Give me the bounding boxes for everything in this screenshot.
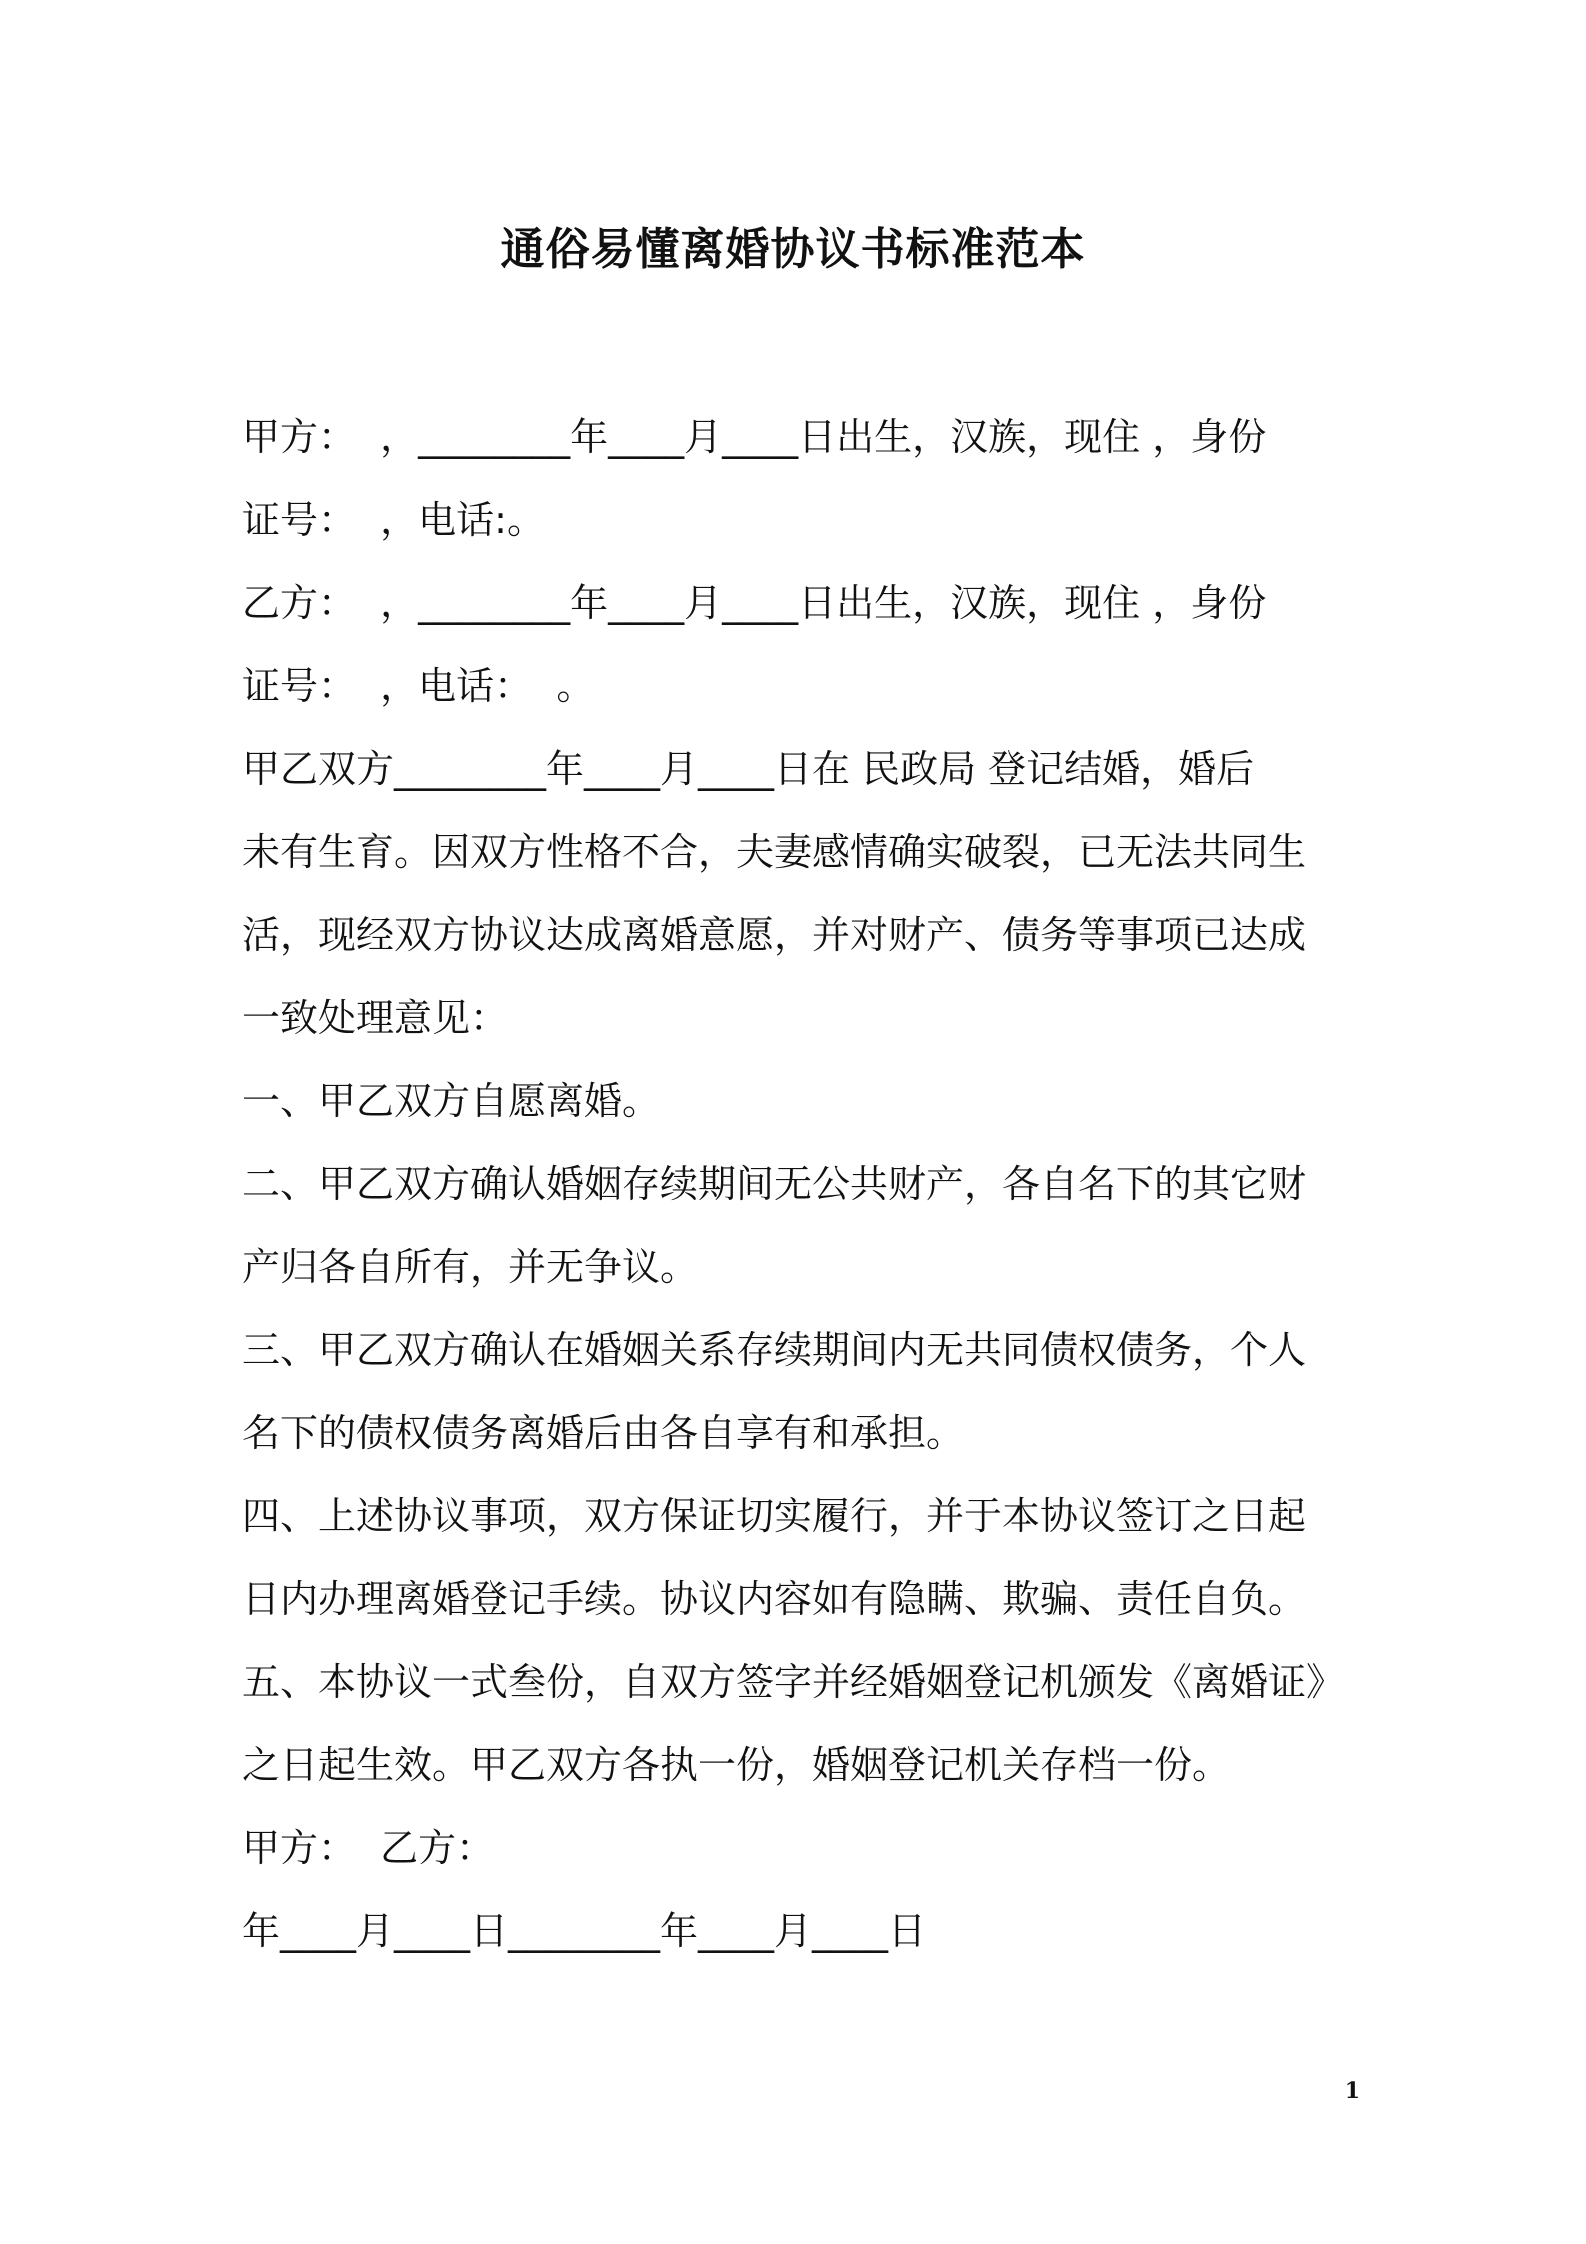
text-line: 名下的债权债务离婚后由各自享有和承担。 <box>242 1411 965 1455</box>
clause-4: 四、上述协议事项，双方保证切实履行，并于本协议签订之日起 <box>242 1494 1307 1538</box>
text-line: 甲乙双方________年____月____日在 民政局 登记结婚，婚后 <box>242 747 1255 791</box>
document-body <box>242 396 1357 1973</box>
date-line: 年____月____日________年____月____日 <box>242 1909 927 1953</box>
text-line: 乙方： ，________年____月____日出生，汉族，现住 ，身份 <box>242 581 1267 625</box>
page-number: 1 <box>1344 2078 1360 2104</box>
text-line: 证号： ，电话： 。 <box>242 664 595 708</box>
clause-1: 一、甲乙双方自愿离婚。 <box>242 1079 661 1123</box>
text-line: 证号： ，电话:。 <box>242 498 545 542</box>
document-title: 通俗易懂离婚协议书标准范本 <box>500 224 1086 275</box>
text-line: 日内办理离婚登记手续。协议内容如有隐瞒、欺骗、责任自负。 <box>242 1577 1307 1621</box>
text-line: 产归各自所有，并无争议。 <box>242 1245 699 1289</box>
text-line: 活，现经双方协议达成离婚意愿，并对财产、债务等事项已达成 <box>242 913 1307 957</box>
text-line: 甲方： ，________年____月____日出生，汉族，现住 ，身份 <box>242 415 1267 459</box>
clause-2: 二、甲乙双方确认婚姻存续期间无公共财产，各自名下的其它财 <box>242 1162 1307 1206</box>
clause-3: 三、甲乙双方确认在婚姻关系存续期间内无共同债权债务，个人 <box>242 1328 1307 1372</box>
text-line: 未有生育。因双方性格不合，夫妻感情确实破裂，已无法共同生 <box>242 830 1307 874</box>
clause-5: 五、本协议一式叁份，自双方签字并经婚姻登记机颁发《离婚证》 <box>242 1660 1345 1704</box>
text-line: 之日起生效。甲乙双方各执一份，婚姻登记机关存档一份。 <box>242 1743 1231 1787</box>
signature-line: 甲方： 乙方： <box>242 1826 495 1870</box>
text-line: 一致处理意见： <box>242 996 509 1040</box>
